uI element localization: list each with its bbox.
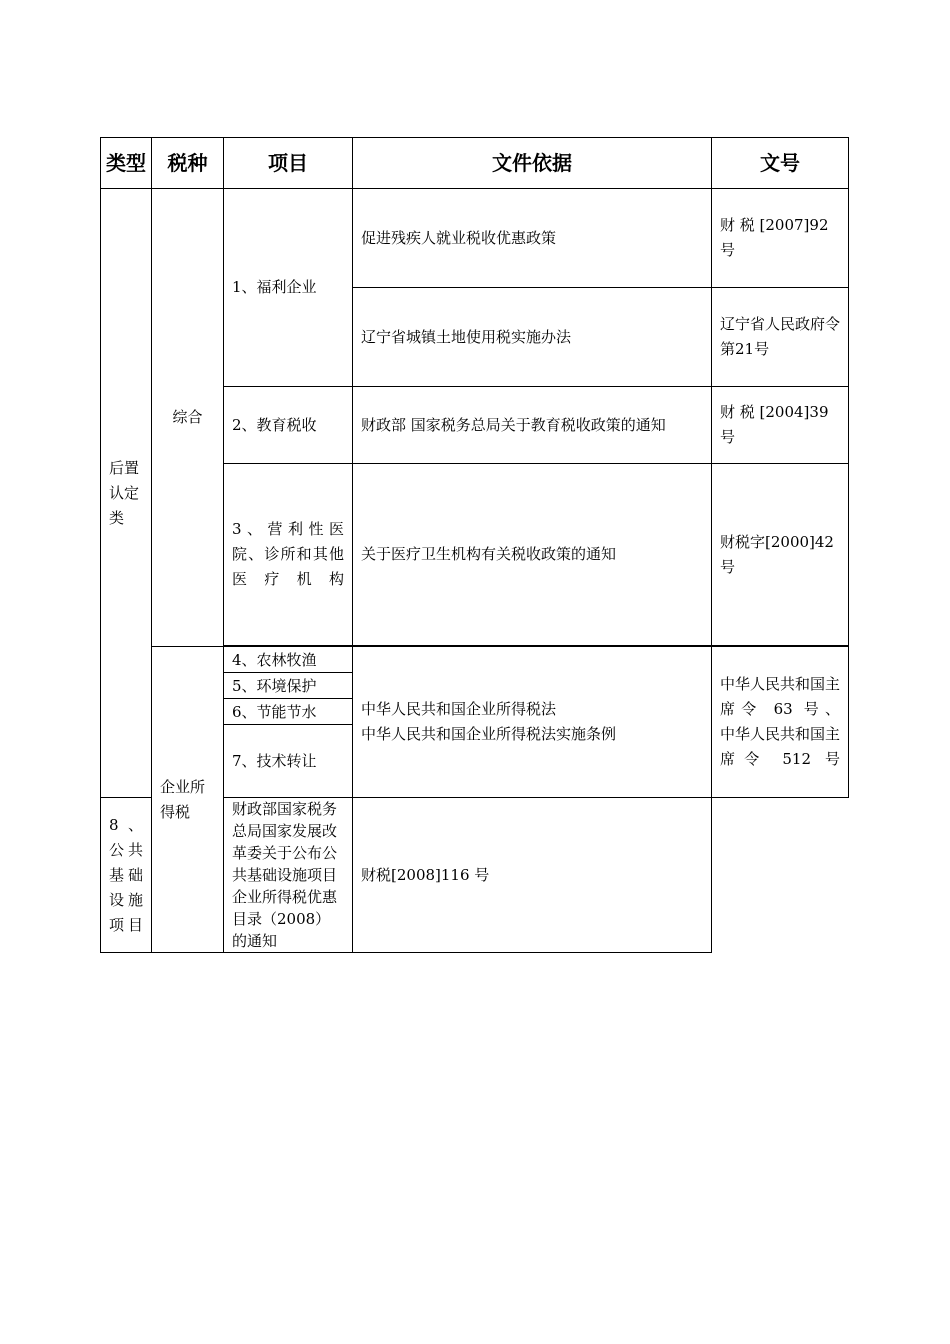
- item-cell: 6、节能节水: [224, 699, 353, 725]
- item-cell: 4、农林牧渔: [224, 647, 353, 673]
- number-cell: 财 税 [2007]92 号: [712, 189, 849, 288]
- basis-cell: 促进残疾人就业税收优惠政策: [353, 189, 712, 288]
- item-cell: 5、环境保护: [224, 673, 353, 699]
- header-type: 类型: [101, 138, 152, 189]
- number-cell: 财税[2008]116 号: [353, 798, 712, 953]
- number-line: 中华人民共和国主席令 63 号、: [720, 675, 841, 718]
- basis-cell: 辽宁省城镇土地使用税实施办法: [353, 288, 712, 387]
- basis-cell: 财政部 国家税务总局关于教育税收政策的通知: [353, 387, 712, 464]
- header-item: 项目: [224, 138, 353, 189]
- type-cell: 后置认定类: [101, 189, 152, 798]
- item-cell: 3、营利性医院、诊所和其他医疗机构: [224, 464, 353, 646]
- header-number: 文号: [712, 138, 849, 189]
- header-basis: 文件依据: [353, 138, 712, 189]
- number-cell: 财税字[2000]42 号: [712, 464, 849, 646]
- number-cell: 辽宁省人民政府令第21号: [712, 288, 849, 387]
- number-line: 中华人民共和国主席令 512 号: [720, 725, 841, 768]
- basis-cell: 关于医疗卫生机构有关税收政策的通知: [353, 464, 712, 646]
- basis-cell: 财政部国家税务总局国家发展改革委关于公布公共基础设施项目企业所得税优惠目录（2008）的通知: [224, 798, 353, 953]
- item-cell: 8、公共基础设施项目: [101, 798, 152, 953]
- item-cell: 7、技术转让: [224, 725, 353, 798]
- table-row: [101, 189, 849, 288]
- basis-line: 中华人民共和国企业所得税法实施条例: [361, 725, 617, 743]
- basis-cell: [353, 647, 712, 798]
- basis-line: 中华人民共和国企业所得税法: [361, 700, 557, 718]
- number-cell: 财 税 [2004]39 号: [712, 387, 849, 464]
- header-tax: 税种: [152, 138, 224, 189]
- table-row: [101, 647, 849, 673]
- tax-policy-table: [100, 137, 849, 953]
- item-cell: 2、教育税收: [224, 387, 353, 464]
- header-row: [101, 138, 849, 189]
- number-cell: [712, 647, 849, 798]
- item-cell: 1、福利企业: [224, 189, 353, 387]
- tax-cell-income: 企业所得税: [152, 647, 224, 953]
- tax-cell-comprehensive: 综合: [152, 189, 224, 647]
